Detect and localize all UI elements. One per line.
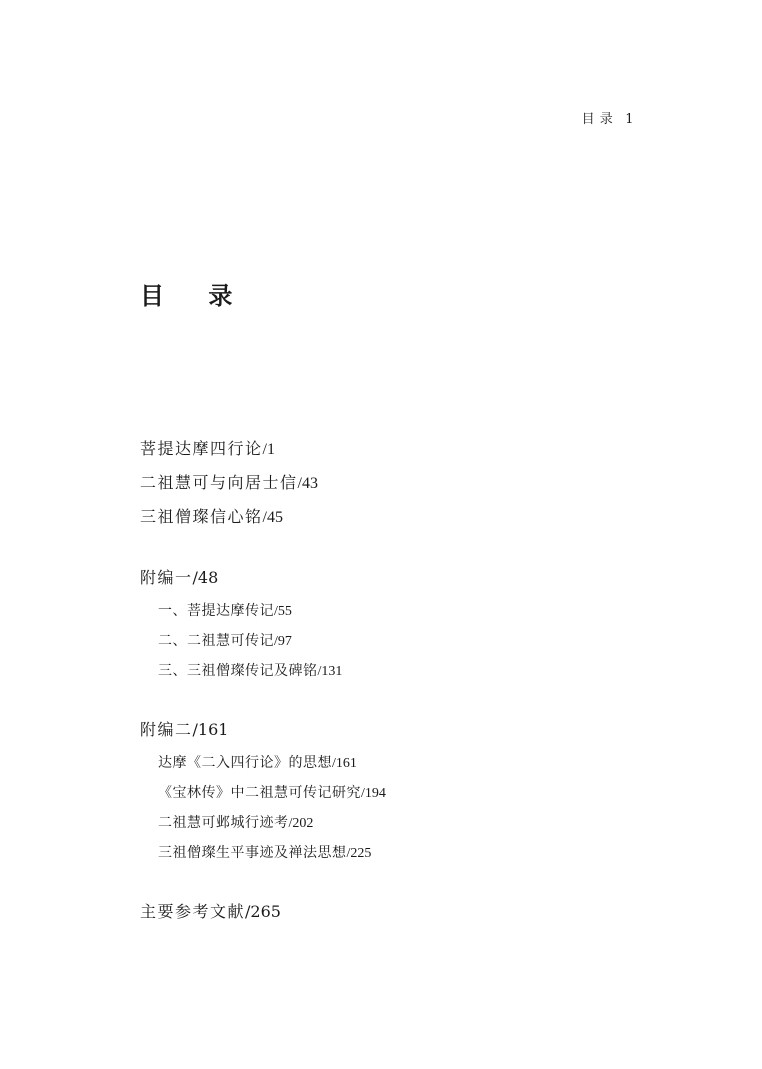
toc-subentry-page: /161 [332, 756, 357, 771]
toc-entry-page: /43 [297, 475, 318, 492]
running-header [582, 108, 634, 127]
toc-section-appendix-2[interactable] [140, 712, 620, 748]
toc-entry-title: 菩提达摩四行论 [140, 439, 263, 458]
toc-entry-title: 三祖僧璨信心铭 [140, 507, 263, 526]
group-spacer [140, 686, 620, 712]
toc-subentry-page: /225 [346, 846, 372, 861]
toc-subentry-title: 《宝林传》中二祖慧可传记研究 [158, 785, 361, 801]
running-header-page-number: 1 [625, 112, 634, 127]
toc-subentry-page: /131 [317, 664, 343, 679]
toc-subentry[interactable] [140, 748, 620, 778]
toc-subentry[interactable] [140, 778, 620, 808]
toc-subentry-title: 三、三祖僧璨传记及碑铭 [158, 663, 318, 679]
toc-section-page: /265 [245, 902, 281, 921]
toc-subentry[interactable] [140, 596, 620, 626]
toc-subentry-title: 一、菩提达摩传记 [158, 603, 274, 619]
toc-subentry-page: /55 [274, 604, 292, 619]
toc-entry-sengcan-xinxinming[interactable] [140, 500, 620, 534]
toc-subentry[interactable] [140, 626, 620, 656]
toc-subentry-page: /97 [274, 634, 292, 649]
toc-section-page: /161 [192, 720, 229, 739]
toc-subentry[interactable] [140, 808, 620, 838]
toc-entry-bodhidharma-four-practices[interactable] [140, 432, 620, 466]
toc-entry-huike-letter[interactable] [140, 466, 620, 500]
toc-section-title: 附编一 [140, 568, 193, 587]
page-title: 目 录 [140, 281, 251, 310]
toc-subentry-title: 三祖僧璨生平事迹及禅法思想 [158, 845, 347, 861]
toc-subentry-title: 二祖慧可邺城行迹考 [158, 815, 289, 831]
group-spacer [140, 534, 620, 560]
toc-subentry-page: /202 [288, 816, 314, 831]
toc-subentry[interactable] [140, 656, 620, 686]
toc-subentry-title: 达摩《二入四行论》的思想 [158, 755, 332, 771]
toc-section-appendix-1[interactable] [140, 560, 620, 596]
running-header-title: 目 录 [581, 112, 614, 127]
toc-entry-title: 二祖慧可与向居士信 [140, 473, 298, 492]
toc-section-title: 附编二 [140, 720, 193, 739]
toc-entry-page: /1 [262, 441, 275, 458]
toc-subentry-title: 二、二祖慧可传记 [158, 633, 274, 649]
toc-subentry-page: /194 [361, 786, 386, 801]
toc-subentry[interactable] [140, 838, 620, 868]
toc-section-references[interactable] [140, 894, 620, 930]
table-of-contents [140, 432, 620, 930]
toc-section-page: /48 [192, 568, 219, 587]
group-spacer [140, 868, 620, 894]
toc-entry-page: /45 [262, 509, 283, 526]
toc-section-title: 主要参考文献 [140, 902, 246, 921]
